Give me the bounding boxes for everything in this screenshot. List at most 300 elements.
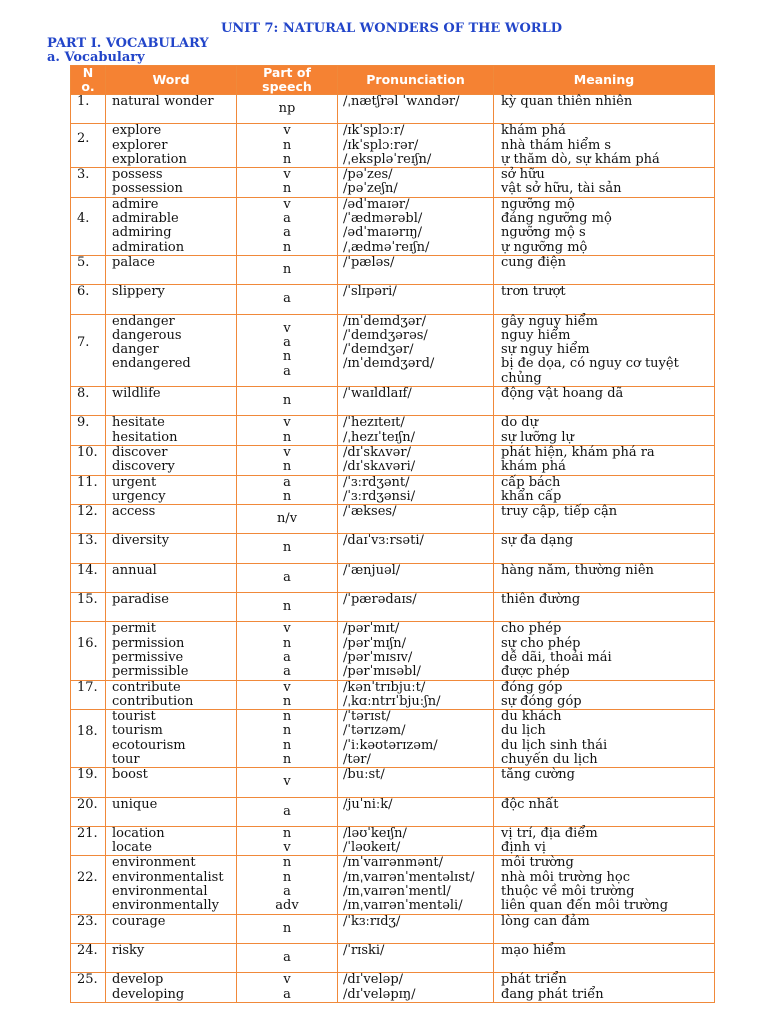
meaning-entry: được phép [501,664,570,680]
pronunciation-entry: /ˈædmərəbl/ [343,211,423,227]
part-of-speech-entry: n [282,825,292,841]
meaning-entry: vị trí, địa điểm [501,825,598,841]
pronunciation-entry: /ˌkɑːntrɪˈbjuːʃn/ [343,693,441,709]
table-row [71,197,715,255]
pronunciation-cell [338,416,494,446]
table-row [71,505,715,534]
table-row [71,593,715,622]
word-cell [106,255,237,284]
row-number-cell [71,622,106,680]
part-of-speech-entry: np [278,101,296,116]
part-of-speech-entry: a [283,335,291,350]
row-number: 15. [77,592,98,608]
word-entry: paradise [112,592,169,608]
part-of-speech-entry: v [283,774,291,790]
word-entry: develop [112,972,164,988]
row-number: 13. [77,533,98,549]
word-entry: explore [112,123,162,139]
pronunciation-entry: /ˈɜːrdʒənsi/ [343,488,416,504]
part-of-speech-cell [237,943,338,972]
part-of-speech-entry: v [283,320,291,336]
pronunciation-entry: /ɪnˌvaɪrənˈmentl/ [343,884,451,900]
row-number: 3. [77,167,90,183]
meaning-entry: nguy hiểm [501,327,571,343]
word-cell [106,593,237,622]
word-entry: danger [112,342,159,358]
meaning-entry: cung điện [501,254,567,270]
table-row [71,285,715,314]
part-of-speech-cell [237,768,338,797]
meaning-entry: phát hiện, khám phá ra [501,444,655,460]
row-number: 24. [77,942,98,958]
column-header-part-of-speech-label: Part of speech [262,65,312,94]
pronunciation-entry: /ˈækses/ [343,504,397,520]
part-of-speech-cell [237,95,338,124]
word-entry: access [112,504,156,520]
word-entry: ecotourism [112,737,186,753]
word-cell [106,622,237,680]
pronunciation-entry: /pəˈzeʃn/ [343,181,398,197]
pronunciation-cell [338,943,494,972]
pronunciation-entry: /ˈpæləs/ [343,254,395,270]
row-number-cell [71,797,106,826]
meaning-entry: sở hữu [501,167,545,183]
pronunciation-entry: /ˈtərɪst/ [343,709,391,725]
meaning-cell [494,768,715,797]
word-entry: environmentalist [112,869,224,885]
row-number: 10. [77,445,98,461]
word-entry: urgent [112,474,157,490]
pronunciation-cell [338,826,494,856]
meaning-entry: nhà thám hiểm s [501,137,612,153]
table-row [71,943,715,972]
pronunciation-entry: /ˈiːkəʊtərɪzəm/ [343,737,438,753]
pronunciation-cell [338,168,494,198]
meaning-cell [494,124,715,168]
pronunciation-entry: /ɪnˈdeɪndʒər/ [343,313,426,329]
pronunciation-entry: /dɪˈveləp/ [343,972,404,988]
column-header-meaning-label: Meaning [573,72,635,87]
table-row [71,797,715,826]
meaning-cell [494,710,715,768]
pronunciation-cell [338,622,494,680]
row-number: 22. [77,869,98,885]
word-cell [106,285,237,314]
meaning-entry: môi trường [501,855,574,871]
word-entry: unique [112,796,158,812]
meaning-entry: du khách [501,709,562,725]
word-entry: admirable [112,211,179,227]
pronunciation-entry: /daɪˈvɜːrsəti/ [343,533,424,549]
part-of-speech-cell [237,826,338,856]
part-of-speech-cell [237,973,338,1003]
row-number-cell [71,534,106,563]
word-entry: tourism [112,723,163,739]
part-of-speech-cell [237,285,338,314]
word-entry: courage [112,913,166,929]
meaning-entry: đáng ngưỡng mộ [501,211,612,227]
pronunciation-cell [338,914,494,943]
meaning-cell [494,593,715,622]
pronunciation-cell [338,255,494,284]
pronunciation-entry: /ɪnˈvaɪrənmənt/ [343,855,444,871]
part-of-speech-cell [237,124,338,168]
row-number: 1. [77,94,90,109]
table-row [71,710,715,768]
word-entry: tourist [112,709,156,725]
meaning-entry: ngưỡng mộ [501,196,575,212]
meaning-entry: định vị [501,840,546,856]
pronunciation-cell [338,475,494,505]
word-entry: endanger [112,313,175,329]
row-number-cell [71,768,106,797]
meaning-entry: truy cập, tiếp cận [501,504,618,520]
part-of-speech-entry: v [283,167,291,183]
word-cell [106,710,237,768]
table-row [71,914,715,943]
word-entry: developing [112,986,185,1002]
part-of-speech-entry: v [283,840,291,856]
part-of-speech-entry: a [283,363,291,379]
meaning-entry: sự cho phép [501,635,581,651]
meaning-cell [494,255,715,284]
part-of-speech-entry: n [282,599,292,615]
column-header-pronunciation-label: Pronunciation [366,72,465,87]
word-entry: admiration [112,239,185,255]
pronunciation-entry: /kənˈtrɪbjuːt/ [343,679,426,695]
meaning-entry: đóng góp [501,679,563,695]
table-row [71,124,715,168]
row-number-cell [71,475,106,505]
pronunciation-entry: /tər/ [343,751,371,767]
part-of-speech-cell [237,914,338,943]
meaning-cell [494,95,715,124]
pronunciation-entry: /pərˈmɪt/ [343,621,400,637]
word-entry: wildlife [112,386,161,402]
row-number: 9. [77,415,90,431]
part-of-speech-cell [237,797,338,826]
meaning-cell [494,563,715,592]
pronunciation-entry: /ˈpærədaɪs/ [343,592,417,608]
table-row [71,680,715,710]
word-entry: natural wonder [112,94,214,109]
word-entry: diversity [112,533,170,549]
pronunciation-entry: /ɪnˌvaɪrənˈmentəlɪst/ [343,869,475,885]
word-entry: contribute [112,679,181,695]
table-row [71,563,715,592]
row-number: 11. [77,474,98,490]
row-number-cell [71,914,106,943]
pronunciation-cell [338,445,494,475]
part-of-speech-entry: a [283,569,291,585]
meaning-entry: khẩn cấp [501,488,562,504]
pronunciation-cell [338,797,494,826]
pronunciation-cell [338,505,494,534]
column-header-word [106,66,237,95]
part-of-speech-entry: n [282,737,292,753]
meaning-cell [494,797,715,826]
word-entry: environmental [112,884,208,900]
part-of-speech-entry: n [282,723,292,739]
row-number: 17. [77,679,98,695]
part-of-speech-cell [237,387,338,416]
row-number-cell [71,124,106,168]
row-number-cell [71,973,106,1003]
pronunciation-entry: /ˈwaɪldlaɪf/ [343,386,412,402]
word-cell [106,387,237,416]
pronunciation-cell [338,710,494,768]
part-of-speech-entry: a [283,649,291,665]
meaning-entry: thiên đường [501,592,581,608]
pronunciation-entry: /ɪnˌvaɪrənˈmentəli/ [343,898,463,914]
part-of-speech-entry: a [283,225,291,241]
table-header-row [71,66,715,95]
pronunciation-entry: /ˈdeɪndʒər/ [343,342,414,358]
row-number: 25. [77,972,98,988]
part-heading: PART I. VOCABULARY [47,36,209,51]
meaning-entry: thuộc về môi trường [501,884,635,900]
meaning-entry: sự đóng góp [501,693,582,709]
word-cell [106,445,237,475]
table-row [71,387,715,416]
part-of-speech-entry: n [282,540,292,556]
part-of-speech-entry: n [282,709,292,725]
row-number-cell [71,197,106,255]
part-of-speech-entry: n [282,429,292,445]
part-of-speech-cell [237,475,338,505]
meaning-entry: sự nguy hiểm [501,342,590,358]
part-of-speech-entry: n [282,459,292,475]
word-cell [106,505,237,534]
word-entry: endangered [112,356,191,372]
part-of-speech-entry: n [282,261,292,277]
pronunciation-cell [338,973,494,1003]
column-header-meaning [494,66,715,95]
row-number-cell [71,680,106,710]
row-number-cell [71,445,106,475]
pronunciation-cell [338,593,494,622]
word-cell [106,124,237,168]
pronunciation-entry: /pərˈmɪʃn/ [343,635,406,651]
part-of-speech-entry: a [283,291,291,307]
row-number: 6. [77,284,90,300]
word-entry: permission [112,635,185,651]
row-number: 23. [77,913,98,929]
pronunciation-entry: /ˌekspləˈreɪʃn/ [343,151,432,167]
row-number: 12. [77,504,98,520]
word-entry: risky [112,942,145,958]
row-number-cell [71,593,106,622]
meaning-entry: ự ngưỡng mộ [501,239,588,255]
part-of-speech-entry: n [282,635,292,651]
word-entry: palace [112,254,155,270]
word-cell [106,475,237,505]
word-entry: discover [112,444,168,460]
word-entry: permissible [112,664,189,680]
part-of-speech-cell [237,534,338,563]
row-number-cell [71,563,106,592]
table-row [71,826,715,856]
row-number: 18. [77,723,98,739]
pronunciation-entry: /ˈænjuəl/ [343,562,401,578]
pronunciation-entry: /dɪˈskʌvəri/ [343,459,416,475]
word-cell [106,914,237,943]
row-number: 19. [77,767,98,783]
part-of-speech-entry: n [282,181,292,197]
table-row [71,314,715,386]
section-heading: a. Vocabulary [47,50,145,65]
meaning-entry: bị đe dọa, có nguy cơ tuyệt chủng [501,356,679,386]
part-of-speech-entry: v [283,196,291,212]
word-entry: permissive [112,649,184,665]
meaning-entry: động vật hoang dã [501,386,624,402]
pronunciation-entry: /pərˈmɪsɪv/ [343,649,413,665]
meaning-entry: do dự [501,415,538,431]
part-of-speech-entry: a [283,474,291,490]
word-entry: possession [112,181,183,197]
part-of-speech-cell [237,710,338,768]
word-entry: location [112,825,165,841]
word-entry: admire [112,196,159,212]
column-header-pronunciation [338,66,494,95]
meaning-entry: khám phá [501,123,566,139]
row-number: 8. [77,386,90,402]
part-of-speech-entry: a [283,986,291,1002]
meaning-entry: trơn trượt [501,284,566,300]
word-cell [106,95,237,124]
meaning-entry: tăng cường [501,767,575,783]
pronunciation-entry: /dɪˈveləpɪŋ/ [343,986,416,1002]
table-row [71,95,715,124]
meaning-cell [494,856,715,914]
meaning-entry: cấp bách [501,474,561,490]
table-row [71,475,715,505]
meaning-entry: dễ dãi, thoải mái [501,649,612,665]
row-number-cell [71,314,106,386]
word-cell [106,314,237,386]
part-of-speech-entry: n [282,349,292,365]
row-number-cell [71,285,106,314]
meaning-cell [494,680,715,710]
row-number-cell [71,255,106,284]
row-number-cell [71,943,106,972]
meaning-cell [494,314,715,386]
pronunciation-entry: /ˈkɜːrɪdʒ/ [343,913,401,929]
table-row [71,622,715,680]
pronunciation-entry: /ˌnætʃrəl ˈwʌndər/ [343,94,460,109]
vocabulary-table [70,65,715,1003]
pronunciation-entry: /ɪnˈdeɪndʒərd/ [343,356,435,372]
word-cell [106,973,237,1003]
word-entry: permit [112,621,156,637]
meaning-entry: kỳ quan thiên nhiên [501,94,633,109]
pronunciation-entry: /ˌædməˈreɪʃn/ [343,239,430,255]
meaning-cell [494,914,715,943]
part-of-speech-entry: n [282,488,292,504]
row-number: 20. [77,796,98,812]
meaning-cell [494,387,715,416]
pronunciation-entry: /ˈrɪski/ [343,942,385,958]
meaning-cell [494,943,715,972]
word-cell [106,768,237,797]
pronunciation-entry: /ˈtərɪzəm/ [343,723,406,739]
word-entry: discovery [112,459,175,475]
word-entry: annual [112,562,157,578]
part-of-speech-cell [237,622,338,680]
part-of-speech-entry: v [283,123,291,139]
word-cell [106,943,237,972]
meaning-entry: ngưỡng mộ s [501,225,586,241]
pronunciation-cell [338,95,494,124]
table-row [71,168,715,198]
table-body [71,95,715,1003]
pronunciation-entry: /ɪkˈsplɔːrər/ [343,137,419,153]
meaning-cell [494,534,715,563]
meaning-cell [494,973,715,1003]
part-of-speech-entry: n [282,693,292,709]
part-of-speech-entry: adv [275,898,299,914]
row-number: 2. [77,130,90,146]
pronunciation-entry: /ˈhezɪteɪt/ [343,415,405,431]
row-number: 4. [77,211,90,227]
word-cell [106,680,237,710]
part-of-speech-entry: v [283,972,291,988]
part-of-speech-entry: n [282,869,292,885]
part-of-speech-entry: n [282,137,292,153]
word-entry: tour [112,751,140,767]
meaning-cell [494,168,715,198]
word-entry: exploration [112,151,187,167]
part-of-speech-entry: n [282,393,292,409]
word-entry: dangerous [112,327,182,343]
meaning-entry: du lịch sinh thái [501,737,608,753]
meaning-entry: sự đa dạng [501,533,574,549]
part-of-speech-entry: a [283,949,291,965]
part-of-speech-cell [237,168,338,198]
pronunciation-cell [338,285,494,314]
pronunciation-entry: /juˈniːk/ [343,796,393,812]
word-cell [106,856,237,914]
part-of-speech-cell [237,314,338,386]
pronunciation-entry: /pəˈzes/ [343,167,393,183]
row-number: 5. [77,254,90,270]
part-of-speech-cell [237,563,338,592]
meaning-entry: cho phép [501,621,562,637]
part-of-speech-cell [237,445,338,475]
meaning-entry: sự lưỡng lự [501,429,574,445]
word-entry: admiring [112,225,172,241]
meaning-cell [494,416,715,446]
row-number-cell [71,387,106,416]
table-row [71,768,715,797]
table-row [71,534,715,563]
table-row [71,973,715,1003]
pronunciation-entry: /ədˈmaɪərɪŋ/ [343,225,423,241]
part-of-speech-cell [237,593,338,622]
pronunciation-cell [338,563,494,592]
part-of-speech-cell [237,680,338,710]
meaning-cell [494,826,715,856]
part-of-speech-cell [237,505,338,534]
meaning-cell [494,197,715,255]
part-of-speech-entry: n [282,751,292,767]
meaning-entry: nhà môi trường học [501,869,631,885]
word-cell [106,197,237,255]
pronunciation-cell [338,314,494,386]
row-number-cell [71,710,106,768]
word-entry: contribution [112,693,194,709]
pronunciation-entry: /buːst/ [343,767,385,783]
